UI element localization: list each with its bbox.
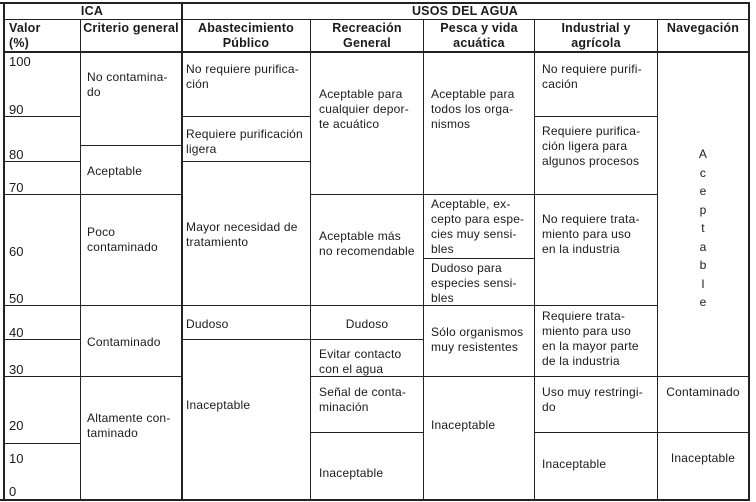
table-border-left <box>3 2 5 500</box>
valor-30: 30 <box>9 362 24 377</box>
industrial-requiere-tratamiento: Requiere trata- miento para uso en la mayor parte de la industria <box>542 309 639 368</box>
criterio-divider <box>80 194 182 195</box>
pesca-inaceptable: Inaceptable <box>431 418 496 432</box>
navegacion-letter: t <box>701 221 705 235</box>
col-divider-recreacion <box>423 19 424 500</box>
pesca-organismos-resistentes: Sólo organismos muy resistentes <box>431 325 524 354</box>
abastecimiento-inaceptable: Inaceptable <box>186 398 251 412</box>
abastecimiento-divider <box>181 305 311 306</box>
navegacion-inaceptable: Inaceptable <box>670 451 736 465</box>
abastecimiento-dudoso: Dudoso <box>186 317 229 331</box>
header-industrial-agricola: Industrial y agrícola <box>561 21 631 50</box>
pesca-divider <box>423 376 535 377</box>
industrial-divider <box>534 376 658 377</box>
industrial-divider <box>534 305 658 306</box>
col-divider-criterio <box>181 2 183 500</box>
navegacion-divider <box>657 432 749 433</box>
industrial-divider <box>534 194 658 195</box>
navegacion-letter: e <box>699 295 707 309</box>
valor-70: 70 <box>9 180 24 195</box>
header-pesca-vida-acuatica: Pesca y vida acuática <box>440 21 518 50</box>
industrial-divider <box>534 116 658 117</box>
industrial-no-requiere: No requiere purifi- cación <box>542 62 642 91</box>
header-ica: ICA <box>80 4 104 18</box>
navegacion-letter: l <box>701 276 705 291</box>
header-navegacion: Navegación <box>666 21 740 35</box>
recreacion-dudoso: Dudoso <box>345 317 389 331</box>
industrial-divider <box>534 432 658 433</box>
industrial-uso-restringido: Uso muy restringi- do <box>542 385 643 414</box>
navegacion-divider <box>657 376 749 377</box>
abastecimiento-purificacion-ligera: Requiere purificación ligera <box>186 127 303 156</box>
valor-0: 0 <box>9 484 17 499</box>
pesca-aceptable-excepto: Aceptable, ex- cepto para espe- cies muy sensi- bles <box>431 197 525 256</box>
criterio-no-contaminado: No contamina- do <box>87 70 168 99</box>
header-recreacion-general: Recreación General <box>332 21 402 50</box>
valor-50: 50 <box>9 291 24 306</box>
pesca-dudoso: Dudoso para especies sensi- bles <box>431 261 517 305</box>
valor-90: 90 <box>9 102 24 117</box>
criterio-contaminado: Contaminado <box>87 335 161 349</box>
criterio-divider <box>80 145 182 146</box>
recreacion-senal-contaminacion: Señal de conta- minación <box>319 385 407 414</box>
table-border-right <box>748 2 750 500</box>
abastecimiento-no-requiere: No requiere purifica- ción <box>186 62 299 91</box>
col-divider-abastecimiento <box>310 19 311 500</box>
col-divider-pesca <box>534 19 535 500</box>
navegacion-letter: A <box>698 147 708 161</box>
navegacion-letter: c <box>699 165 707 180</box>
recreacion-divider <box>310 305 424 306</box>
header-abastecimiento-publico: Abastecimiento Público <box>198 21 294 50</box>
abastecimiento-divider <box>181 116 311 117</box>
header-valor: Valor (%) <box>9 21 41 50</box>
abastecimiento-divider <box>181 339 311 340</box>
pesca-divider <box>423 194 535 195</box>
valor-20: 20 <box>9 418 24 433</box>
criterio-divider <box>80 305 182 306</box>
valor-40: 40 <box>9 325 24 340</box>
header-divider-2 <box>3 51 749 53</box>
navegacion-letter: a <box>699 239 707 254</box>
col-divider-valor <box>80 19 81 500</box>
navegacion-letter: p <box>699 202 707 217</box>
criterio-aceptable: Aceptable <box>87 164 143 178</box>
recreacion-aceptable: Aceptable para cualquier depor- te acuático <box>319 87 409 131</box>
abastecimiento-divider <box>181 161 311 162</box>
navegacion-aceptable-letters <box>658 145 748 312</box>
criterio-divider <box>80 376 182 377</box>
header-criterio-general: Criterio general <box>83 21 179 35</box>
valor-80: 80 <box>9 147 24 162</box>
industrial-no-requiere-tratamiento: No requiere trata- miento para uso en la industria <box>542 212 640 256</box>
criterio-altamente-contaminado: Altamente con- taminado <box>87 411 171 440</box>
industrial-inaceptable: Inaceptable <box>542 457 607 471</box>
industrial-purificacion-ligera: Requiere purifica- ción ligera para algunos procesos <box>542 124 641 168</box>
recreacion-no-recomendable: Aceptable más no recomendable <box>319 229 415 258</box>
abastecimiento-mayor-necesidad: Mayor necesidad de tratamiento <box>186 220 298 249</box>
recreacion-divider <box>310 194 424 195</box>
header-usos-del-agua: USOS DEL AGUA <box>411 4 519 18</box>
table-border-bottom <box>0 499 750 501</box>
recreacion-divider <box>310 432 424 433</box>
recreacion-evitar-contacto: Evitar contacto con el agua <box>319 347 402 376</box>
pesca-divider <box>423 258 535 259</box>
header-divider-1 <box>3 19 749 20</box>
pesca-aceptable-todos: Aceptable para todos los orga- nismos <box>431 87 515 131</box>
recreacion-inaceptable: Inaceptable <box>319 466 384 480</box>
criterio-poco-contaminado: Poco contaminado <box>87 225 158 254</box>
navegacion-contaminado: Contaminado <box>666 385 740 399</box>
navegacion-letter: b <box>699 258 707 272</box>
valor-60: 60 <box>9 244 24 259</box>
valor-10: 10 <box>9 451 24 466</box>
valor-tick <box>3 443 81 444</box>
navegacion-letter: e <box>699 184 707 198</box>
recreacion-divider <box>310 339 424 340</box>
valor-100: 100 <box>9 54 31 69</box>
navegacion-aceptable <box>658 145 748 312</box>
